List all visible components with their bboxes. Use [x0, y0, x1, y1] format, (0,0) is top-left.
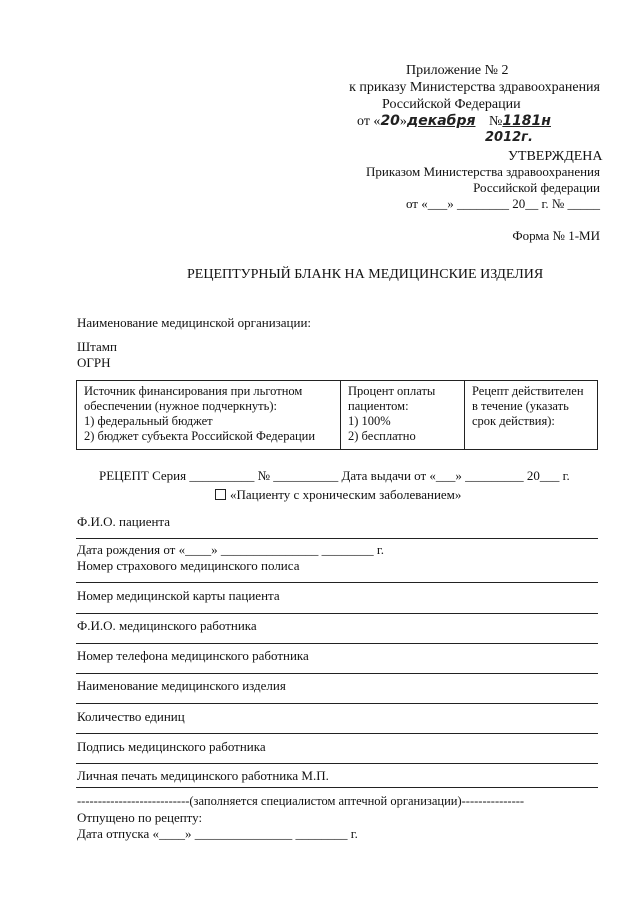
- payment-option-free[interactable]: 2) бесплатно: [348, 429, 416, 443]
- checkbox[interactable]: [215, 489, 226, 500]
- handwritten-order-number: 1181н: [502, 113, 551, 129]
- patient-name-label: Ф.И.О. пациента: [77, 514, 171, 529]
- quantity-label: Количество единиц: [77, 709, 185, 724]
- handwritten-day: 20: [380, 113, 400, 129]
- quantity-line[interactable]: [76, 733, 598, 734]
- insurance-policy-line[interactable]: [76, 582, 598, 583]
- chronic-disease-option[interactable]: [215, 487, 461, 503]
- handwritten-year: 2012г.: [485, 130, 533, 145]
- validity-heading-3: срок действия):: [472, 414, 555, 428]
- medical-card-line[interactable]: [76, 613, 598, 614]
- dispensed-label: Отпущено по рецепту:: [77, 810, 203, 825]
- patient-name-line[interactable]: [76, 538, 598, 539]
- validity-heading: Рецепт действителен: [472, 384, 584, 398]
- dispense-date-field[interactable]: Дата отпуска «____» _______________ ________ г.: [77, 826, 358, 841]
- form-number: Форма № 1-МИ: [512, 228, 600, 243]
- birth-date-field[interactable]: Дата рождения от «____» _______________ ________ г.: [77, 542, 384, 557]
- appendix-number-prefix: №: [488, 114, 503, 129]
- worker-seal-label: Личная печать медицинского работника М.П.: [77, 768, 329, 783]
- worker-signature-label: Подпись медицинского работника: [77, 739, 266, 754]
- worker-phone-label: Номер телефона медицинского работника: [77, 648, 309, 663]
- chronic-disease-label: «Пациенту с хроническим заболеванием»: [230, 487, 462, 502]
- appendix-country: Российской Федерации: [382, 97, 521, 112]
- validity-heading-2: в течение (указать: [472, 399, 569, 413]
- worker-seal-line[interactable]: [76, 787, 598, 788]
- worker-phone-line[interactable]: [76, 673, 598, 674]
- appendix-order-ref: к приказу Министерства здравоохранения: [349, 80, 600, 95]
- insurance-policy-label: Номер страхового медицинского полиса: [77, 558, 300, 573]
- financing-option-regional[interactable]: 2) бюджет субъекта Российской Федерации: [84, 429, 316, 443]
- financing-option-federal[interactable]: 1) федеральный бюджет: [84, 414, 213, 428]
- ogrn-label: ОГРН: [77, 355, 111, 370]
- worker-name-line[interactable]: [76, 643, 598, 644]
- appendix-date-mid: »: [399, 114, 407, 129]
- appendix-date-line: [357, 113, 551, 130]
- appendix-number: Приложение № 2: [406, 63, 509, 78]
- device-name-label: Наименование медицинского изделия: [77, 678, 286, 693]
- handwritten-month: декабря: [406, 113, 476, 129]
- validity-cell[interactable]: [465, 381, 598, 450]
- stamp-label: Штамп: [77, 339, 117, 354]
- approval-line2: Российской федерации: [473, 180, 600, 195]
- financing-source-heading: Источник финансирования при льготном: [84, 384, 303, 398]
- approval-line1: Приказом Министерства здравоохранения: [365, 164, 600, 179]
- page-title: РЕЦЕПТУРНЫЙ БЛАНК НА МЕДИЦИНСКИЕ ИЗДЕЛИЯ: [187, 267, 544, 282]
- approval-title: УТВЕРЖДЕНА: [508, 149, 603, 164]
- payment-percent-cell: [341, 381, 465, 450]
- payment-percent-subheading: пациентом:: [348, 399, 409, 413]
- financing-source-cell: [77, 381, 341, 450]
- approval-date-line: от «___» ________ 20__ г. № _____: [405, 196, 600, 211]
- worker-signature-line[interactable]: [76, 763, 598, 764]
- org-name-label: Наименование медицинской организации:: [77, 315, 312, 330]
- medical-card-label: Номер медицинской карты пациента: [77, 588, 280, 603]
- appendix-date-prefix: от «: [357, 114, 381, 129]
- payment-percent-heading: Процент оплаты: [348, 384, 436, 398]
- financing-source-instruction: обеспечении (нужное подчеркнуть):: [84, 399, 277, 413]
- payment-option-100[interactable]: 1) 100%: [348, 414, 391, 428]
- recipe-series-line[interactable]: РЕЦЕПТ Серия __________ № __________ Дата выдачи от «___» _________ 20___ г.: [99, 468, 570, 483]
- device-name-line[interactable]: [76, 703, 598, 704]
- pharmacy-divider: ---------------------------(заполняется специалистом аптечной организации)---------------: [77, 794, 525, 808]
- financing-table: [76, 380, 598, 450]
- worker-name-label: Ф.И.О. медицинского работника: [77, 618, 257, 633]
